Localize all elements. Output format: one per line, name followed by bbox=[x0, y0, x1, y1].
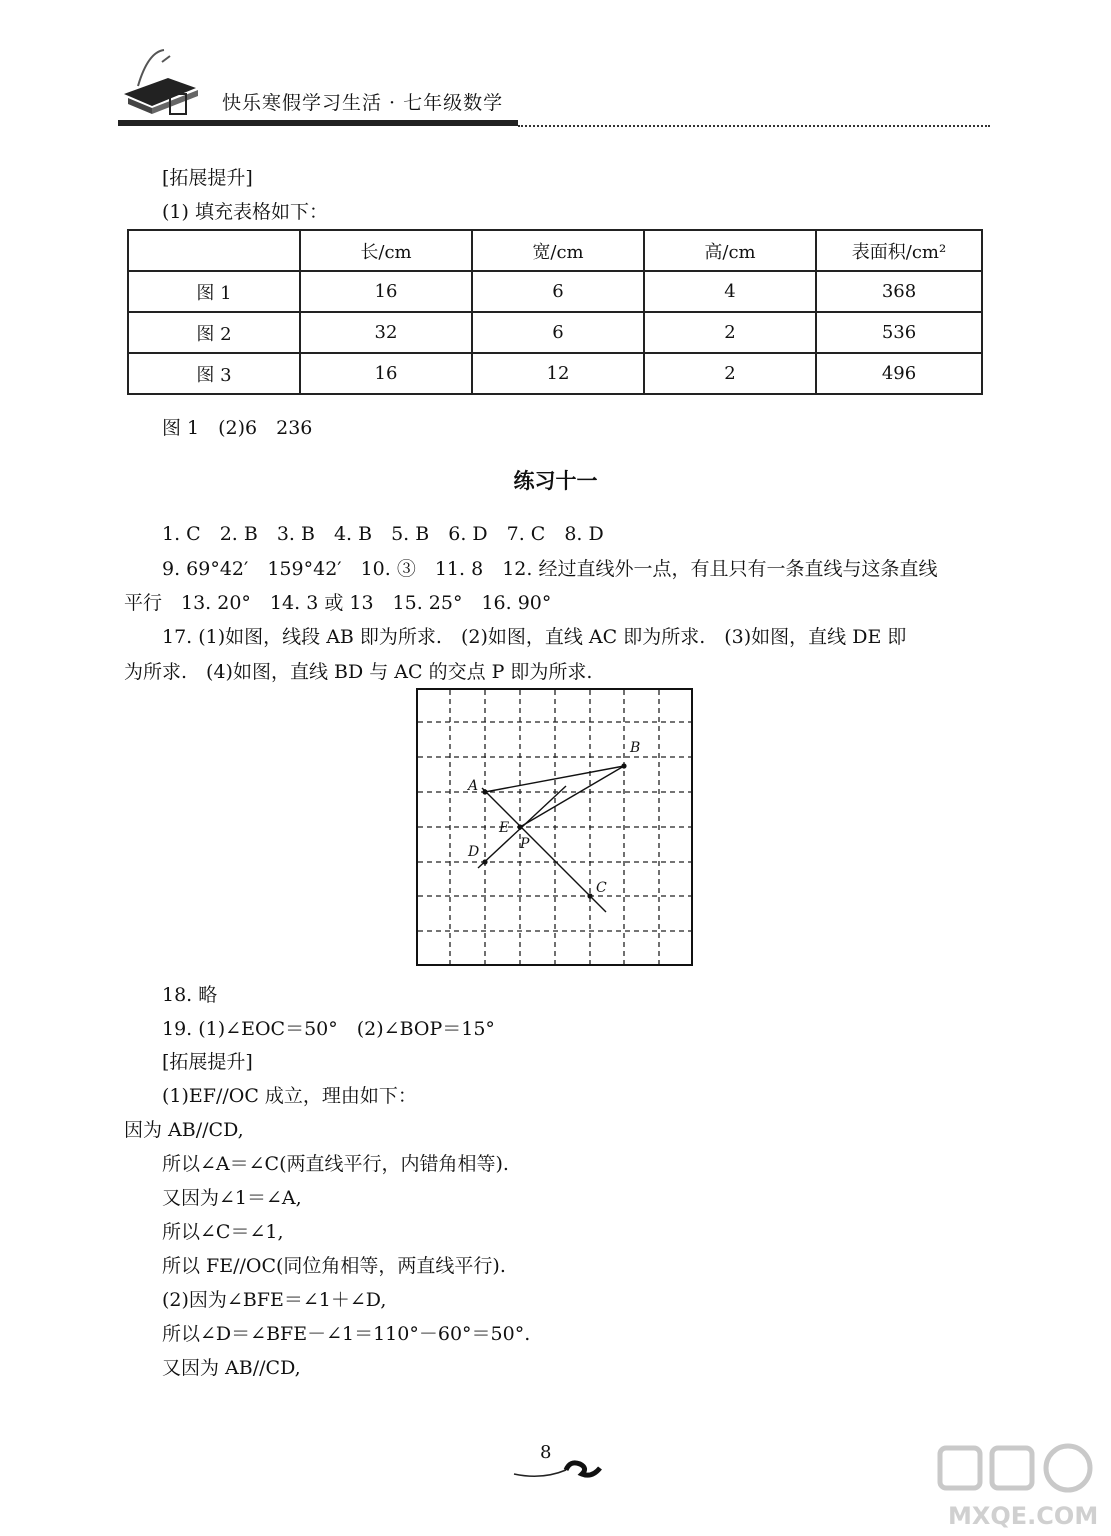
point-p bbox=[517, 824, 522, 829]
proof-line: 所以∠C＝∠1, bbox=[162, 1221, 284, 1243]
proof-line: 又因为∠1＝∠A, bbox=[162, 1187, 302, 1209]
label-b: B bbox=[630, 740, 641, 756]
dimensions-table bbox=[127, 229, 983, 395]
table-cell: 2 bbox=[644, 312, 816, 353]
header-dotted-rule bbox=[518, 125, 990, 127]
table-cell: 图 1 bbox=[128, 271, 300, 312]
table-header-cell: 高/cm bbox=[644, 230, 816, 271]
table-row bbox=[128, 271, 982, 312]
table-cell: 16 bbox=[300, 271, 472, 312]
point-b bbox=[621, 763, 626, 768]
table-header-cell: 宽/cm bbox=[472, 230, 644, 271]
extension-heading-2: [拓展提升] bbox=[162, 1051, 253, 1073]
proof-line: 所以∠A＝∠C(两直线平行，内错角相等). bbox=[162, 1153, 509, 1175]
proof-line: 所以 FE//OC(同位角相等，两直线平行). bbox=[162, 1255, 506, 1277]
table-header-cell bbox=[128, 230, 300, 271]
answer-line-4: 17. (1)如图，线段 AB 即为所求. (2)如图，直线 AC 即为所求. (3)如图，直线 DE 即 bbox=[162, 626, 907, 648]
page-ornament-icon bbox=[512, 1458, 612, 1480]
table-cell: 536 bbox=[816, 312, 982, 353]
label-d: D bbox=[468, 844, 480, 860]
proof-line: (2)因为∠BFE＝∠1＋∠D, bbox=[162, 1289, 387, 1311]
table-cell: 12 bbox=[472, 353, 644, 394]
proof-line: 所以∠D＝∠BFE－∠1＝110°－60°＝50°. bbox=[162, 1323, 531, 1345]
header-rule bbox=[118, 120, 518, 126]
grid-geometry-figure bbox=[416, 688, 693, 966]
table-header-cell: 长/cm bbox=[300, 230, 472, 271]
table-cell: 368 bbox=[816, 271, 982, 312]
answer-line-1: 1. C 2. B 3. B 4. B 5. B 6. D 7. C 8. D bbox=[162, 523, 604, 545]
label-e: E bbox=[499, 820, 510, 836]
proof-line: (1)EF//OC 成立，理由如下： bbox=[162, 1085, 417, 1107]
point-c bbox=[587, 893, 592, 898]
proof-line: 又因为 AB//CD, bbox=[162, 1357, 301, 1379]
answer-line-3: 平行 13. 20° 14. 3 或 13 15. 25° 16. 90° bbox=[124, 592, 552, 614]
table-cell: 图 3 bbox=[128, 353, 300, 394]
label-c: C bbox=[596, 880, 607, 896]
table-cell: 4 bbox=[644, 271, 816, 312]
table-cell: 32 bbox=[300, 312, 472, 353]
table-cell: 图 2 bbox=[128, 312, 300, 353]
table-cell: 6 bbox=[472, 312, 644, 353]
point-a bbox=[482, 789, 487, 794]
svg-text:MXQE.COM: MXQE.COM bbox=[948, 1502, 1099, 1530]
section-title: 练习十一 bbox=[513, 468, 598, 493]
label-p: P bbox=[520, 836, 530, 852]
table-cell: 6 bbox=[472, 271, 644, 312]
page-number: 8 bbox=[540, 1442, 552, 1463]
table-header-row bbox=[128, 230, 982, 271]
header-title: 快乐寒假学习生活 · 七年级数学 bbox=[222, 92, 504, 114]
answer-19: 19. (1)∠EOC＝50° (2)∠BOP＝15° bbox=[162, 1018, 495, 1040]
table-cell: 2 bbox=[644, 353, 816, 394]
table-row bbox=[128, 312, 982, 353]
extension-heading: [拓展提升] bbox=[162, 167, 253, 189]
watermark-logo-icon bbox=[930, 1440, 1100, 1530]
answer-line-2: 9. 69°42′ 159°42′ 10. ③ 11. 8 12. 经过直线外一点，有且只有一条直线与这条直线 bbox=[162, 558, 938, 580]
answer-line-5: 为所求. (4)如图，直线 BD 与 AC 的交点 P 即为所求. bbox=[124, 661, 593, 683]
table-answer: 图 1 (2)6 236 bbox=[162, 417, 313, 439]
table-header-cell: 表面积/cm² bbox=[816, 230, 982, 271]
proof-line: 因为 AB//CD, bbox=[124, 1119, 244, 1141]
label-a: A bbox=[468, 778, 479, 794]
table-cell: 16 bbox=[300, 353, 472, 394]
table-cell: 496 bbox=[816, 353, 982, 394]
answer-18: 18. 略 bbox=[162, 984, 218, 1006]
point-d bbox=[482, 859, 487, 864]
table-row bbox=[128, 353, 982, 394]
table-intro: (1) 填充表格如下： bbox=[162, 201, 328, 223]
book-logo-icon bbox=[118, 42, 208, 120]
